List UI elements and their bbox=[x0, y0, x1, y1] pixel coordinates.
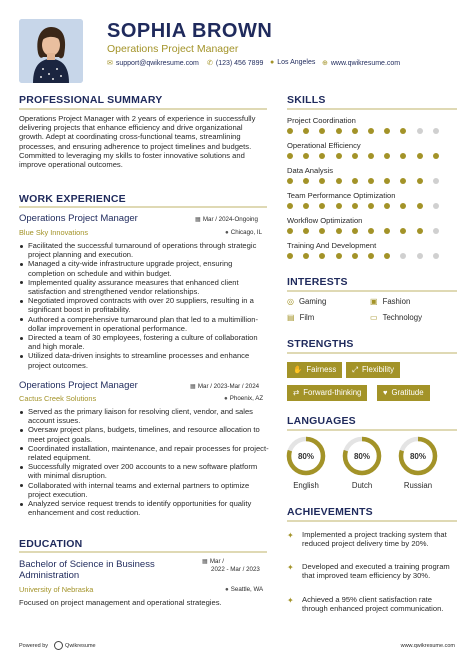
rating-dot-filled bbox=[352, 253, 358, 259]
film-icon: ▤ bbox=[287, 313, 295, 322]
rating-dot-filled bbox=[303, 153, 309, 159]
achievements-divider bbox=[287, 520, 457, 522]
contact-phone[interactable]: ✆ (123) 456 7899 bbox=[207, 60, 264, 67]
rating-dot-filled bbox=[352, 203, 358, 209]
skills-heading: SKILLS bbox=[287, 94, 326, 106]
calendar-icon: ▦ bbox=[202, 558, 208, 565]
rating-dot-filled bbox=[336, 228, 342, 234]
job-bullets bbox=[19, 241, 269, 370]
summary-text: Operations Project Manager with 2 years of experience in successfully delivering projects that enhance efficiency and drive organizational growth. Adept at coordinating cross-functional teams, streamlining processes, and ensuring adherence to project timelines and budgets. Committed to leveraging my skills to foster innovative solutions and improve operational outcomes. bbox=[19, 114, 256, 170]
job-location: ● Phoenix, AZ bbox=[224, 395, 264, 402]
calendar-icon: ▦ bbox=[190, 383, 196, 390]
list-item: Collaborated with internal teams and external partners to optimize project execution. bbox=[19, 481, 269, 499]
interests-divider bbox=[287, 290, 457, 292]
list-item: Coordinated installation, maintenance, and repair processes for project-related equipment. bbox=[19, 444, 269, 462]
rating-dot-filled bbox=[400, 178, 406, 184]
heart-icon: ♥ bbox=[383, 388, 388, 397]
location-icon: ● bbox=[225, 586, 229, 593]
experience-divider bbox=[19, 206, 267, 208]
education-focus: Focused on project management and operational strategies. bbox=[19, 598, 222, 607]
handshake-icon: ✋ bbox=[293, 365, 303, 374]
skill-rating bbox=[287, 203, 439, 209]
calendar-icon: ▦ bbox=[195, 216, 201, 223]
rating-dot-filled bbox=[303, 178, 309, 184]
rating-dot-filled bbox=[287, 203, 293, 209]
rating-dot-filled bbox=[287, 178, 293, 184]
envelope-icon: ✉ bbox=[107, 60, 113, 67]
summary-heading: PROFESSIONAL SUMMARY bbox=[19, 94, 163, 106]
rating-dot-filled bbox=[384, 128, 390, 134]
job-title: Operations Project Manager bbox=[19, 380, 138, 391]
trophy-icon: ✦ bbox=[287, 563, 294, 572]
svg-text:80%: 80% bbox=[353, 452, 371, 461]
rating-dot-filled bbox=[303, 128, 309, 134]
rating-dot-filled bbox=[336, 203, 342, 209]
school-name: University of Nebraska bbox=[19, 585, 94, 594]
job-location: ● Chicago, IL bbox=[225, 229, 263, 236]
skill-rating bbox=[287, 153, 439, 159]
interest-gaming: ◎ Gaming bbox=[287, 297, 327, 306]
rating-dot-filled bbox=[336, 178, 342, 184]
phone-icon: ✆ bbox=[207, 60, 213, 67]
arrows-icon: ⇄ bbox=[293, 388, 300, 397]
shopping-bag-icon: ▣ bbox=[370, 297, 378, 306]
interest-technology: ▭ Technology bbox=[370, 313, 423, 322]
gamepad-icon: ◎ bbox=[287, 297, 294, 306]
rating-dot-filled bbox=[384, 153, 390, 159]
skills-divider bbox=[287, 108, 457, 110]
rating-dot-filled bbox=[303, 228, 309, 234]
language-dutch: 80% Dutch bbox=[342, 436, 382, 490]
rating-dot-filled bbox=[319, 128, 325, 134]
svg-text:80%: 80% bbox=[297, 452, 315, 461]
skill-item: Team Performance Optimization bbox=[287, 191, 457, 201]
globe-icon: ⊕ bbox=[322, 60, 328, 67]
interest-film: ▤ Film bbox=[287, 313, 315, 322]
skill-item: Training And Development bbox=[287, 241, 457, 251]
list-item: Served as the primary liaison for resolving client, vendor, and sales account issues. bbox=[19, 407, 269, 425]
contact-location: ● Los Angeles bbox=[270, 59, 316, 66]
rating-dot-filled bbox=[400, 128, 406, 134]
location-icon: ● bbox=[225, 229, 229, 236]
rating-dot-empty bbox=[417, 128, 423, 134]
rating-dot-empty bbox=[400, 253, 406, 259]
rating-dot-filled bbox=[368, 228, 374, 234]
education-dates: ▦ Mar / 2022 - Mar / 2023 bbox=[202, 558, 260, 573]
list-item: Utilized data-driven insights to streamline processes and enhance project outcomes. bbox=[19, 351, 269, 369]
location-icon: ● bbox=[224, 395, 228, 402]
skill-item: Workflow Optimization bbox=[287, 216, 457, 226]
list-item: Managed a city-wide infrastructure upgrade project, ensuring completion on schedule and within budget. bbox=[19, 259, 269, 277]
rating-dot-filled bbox=[287, 253, 293, 259]
list-item: Implemented quality assurance measures that enhanced client satisfaction and strengthened vendor relationships. bbox=[19, 278, 269, 296]
rating-dot-filled bbox=[319, 178, 325, 184]
rating-dot-filled bbox=[303, 253, 309, 259]
trophy-icon: ✦ bbox=[287, 531, 294, 540]
language-ring bbox=[342, 436, 382, 476]
rating-dot-filled bbox=[319, 253, 325, 259]
rating-dot-filled bbox=[336, 128, 342, 134]
rating-dot-filled bbox=[287, 128, 293, 134]
expand-icon: ⤢ bbox=[352, 365, 358, 374]
rating-dot-filled bbox=[417, 228, 423, 234]
rating-dot-filled bbox=[352, 128, 358, 134]
language-english: 80% English bbox=[286, 436, 326, 490]
achievements-heading: ACHIEVEMENTS bbox=[287, 506, 373, 518]
languages-heading: LANGUAGES bbox=[287, 415, 356, 427]
language-russian: 80% Russian bbox=[398, 436, 438, 490]
rating-dot-filled bbox=[336, 153, 342, 159]
job-bullets bbox=[19, 407, 269, 517]
rating-dot-filled bbox=[336, 253, 342, 259]
languages-divider bbox=[287, 429, 457, 431]
laptop-icon: ▭ bbox=[370, 313, 378, 322]
list-item: Negotiated improved contracts with over 20 suppliers, resulting in a significant boost in profitability. bbox=[19, 296, 269, 314]
skill-rating bbox=[287, 228, 439, 234]
rating-dot-filled bbox=[319, 203, 325, 209]
list-item: Oversaw project plans, budgets, timelines, and resource allocation to meet project goals. bbox=[19, 425, 269, 443]
skill-item: Data Analysis bbox=[287, 166, 457, 176]
rating-dot-filled bbox=[368, 203, 374, 209]
rating-dot-empty bbox=[433, 228, 439, 234]
rating-dot-empty bbox=[433, 253, 439, 259]
list-item: Successfully migrated over 200 accounts to a new software platform with minimal disruption. bbox=[19, 462, 269, 480]
rating-dot-filled bbox=[368, 253, 374, 259]
education-heading: EDUCATION bbox=[19, 538, 83, 550]
rating-dot-filled bbox=[287, 153, 293, 159]
strength-fairness: ✋ Fairness bbox=[287, 362, 342, 378]
trophy-icon: ✦ bbox=[287, 596, 294, 605]
list-item: Directed a team of 30 employees, fostering a culture of collaboration and high morale. bbox=[19, 333, 269, 351]
rating-dot-filled bbox=[287, 228, 293, 234]
job-title: Operations Project Manager bbox=[19, 213, 138, 224]
contact-website[interactable]: ⊕ www.qwikresume.com bbox=[322, 60, 401, 67]
rating-dot-filled bbox=[433, 153, 439, 159]
rating-dot-filled bbox=[303, 203, 309, 209]
interest-fashion: ▣ Fashion bbox=[370, 297, 411, 306]
rating-dot-filled bbox=[384, 253, 390, 259]
rating-dot-filled bbox=[400, 153, 406, 159]
job-company: Blue Sky Innovations bbox=[19, 228, 89, 237]
rating-dot-empty bbox=[433, 178, 439, 184]
rating-dot-filled bbox=[319, 228, 325, 234]
footer-powered-by: Powered by Qwikresume bbox=[19, 642, 96, 649]
strength-forward-thinking: ⇄ Forward-thinking bbox=[287, 385, 367, 401]
rating-dot-empty bbox=[433, 203, 439, 209]
language-ring bbox=[286, 436, 326, 476]
strength-gratitude: ♥ Gratitude bbox=[377, 385, 430, 401]
contact-bar bbox=[107, 59, 457, 69]
location-icon: ● bbox=[270, 59, 275, 66]
interests-heading: INTERESTS bbox=[287, 276, 348, 288]
list-item: Facilitated the successful turnaround of operations through strategic project planning and execution. bbox=[19, 241, 269, 259]
rating-dot-filled bbox=[384, 228, 390, 234]
rating-dot-filled bbox=[352, 178, 358, 184]
summary-divider bbox=[19, 108, 267, 110]
rating-dot-filled bbox=[417, 153, 423, 159]
candidate-role: Operations Project Manager bbox=[107, 43, 239, 55]
list-item: Analyzed service request trends to identify opportunities for quality enhancement and cost reduction. bbox=[19, 499, 269, 517]
skill-rating bbox=[287, 128, 439, 134]
brand-link[interactable]: Qwikresume bbox=[65, 642, 96, 649]
strengths-divider bbox=[287, 352, 457, 354]
rating-dot-empty bbox=[433, 128, 439, 134]
education-location: ● Seattle, WA bbox=[225, 586, 264, 593]
rating-dot-filled bbox=[417, 178, 423, 184]
degree-title: Bachelor of Science in Business Administration bbox=[19, 559, 155, 581]
strength-flexibility: ⤢ Flexibility bbox=[346, 362, 400, 378]
rating-dot-filled bbox=[352, 228, 358, 234]
footer-site[interactable]: www.qwikresume.com bbox=[400, 643, 455, 649]
strengths-heading: STRENGTHS bbox=[287, 338, 354, 350]
rating-dot-filled bbox=[384, 203, 390, 209]
rating-dot-filled bbox=[352, 153, 358, 159]
job-company: Cactus Creek Solutions bbox=[19, 394, 97, 403]
skill-item: Project Coordination bbox=[287, 116, 457, 126]
job-dates: ▦ Mar / 2024-Ongoing bbox=[195, 216, 258, 223]
rating-dot-filled bbox=[384, 178, 390, 184]
list-item: Authored a comprehensive turnaround plan that led to a multimillion-dollar improvement in operational performance. bbox=[19, 315, 269, 333]
profile-photo bbox=[19, 19, 83, 83]
skill-rating bbox=[287, 253, 439, 259]
rating-dot-filled bbox=[400, 228, 406, 234]
skill-rating bbox=[287, 178, 439, 184]
rating-dot-filled bbox=[319, 153, 325, 159]
contact-email[interactable]: ✉ support@qwikresume.com bbox=[107, 60, 199, 67]
job-dates: ▦ Mar / 2023-Mar / 2024 bbox=[190, 383, 260, 390]
rating-dot-filled bbox=[368, 153, 374, 159]
candidate-name: SOPHIA BROWN bbox=[107, 20, 273, 42]
svg-text:80%: 80% bbox=[409, 452, 427, 461]
education-divider bbox=[19, 551, 267, 553]
rating-dot-filled bbox=[417, 203, 423, 209]
language-ring bbox=[398, 436, 438, 476]
rating-dot-filled bbox=[400, 203, 406, 209]
skill-item: Operational Efficiency bbox=[287, 141, 457, 151]
rating-dot-filled bbox=[368, 128, 374, 134]
rating-dot-filled bbox=[368, 178, 374, 184]
qwikresume-logo-icon bbox=[54, 641, 63, 650]
rating-dot-empty bbox=[417, 253, 423, 259]
experience-heading: WORK EXPERIENCE bbox=[19, 193, 126, 205]
